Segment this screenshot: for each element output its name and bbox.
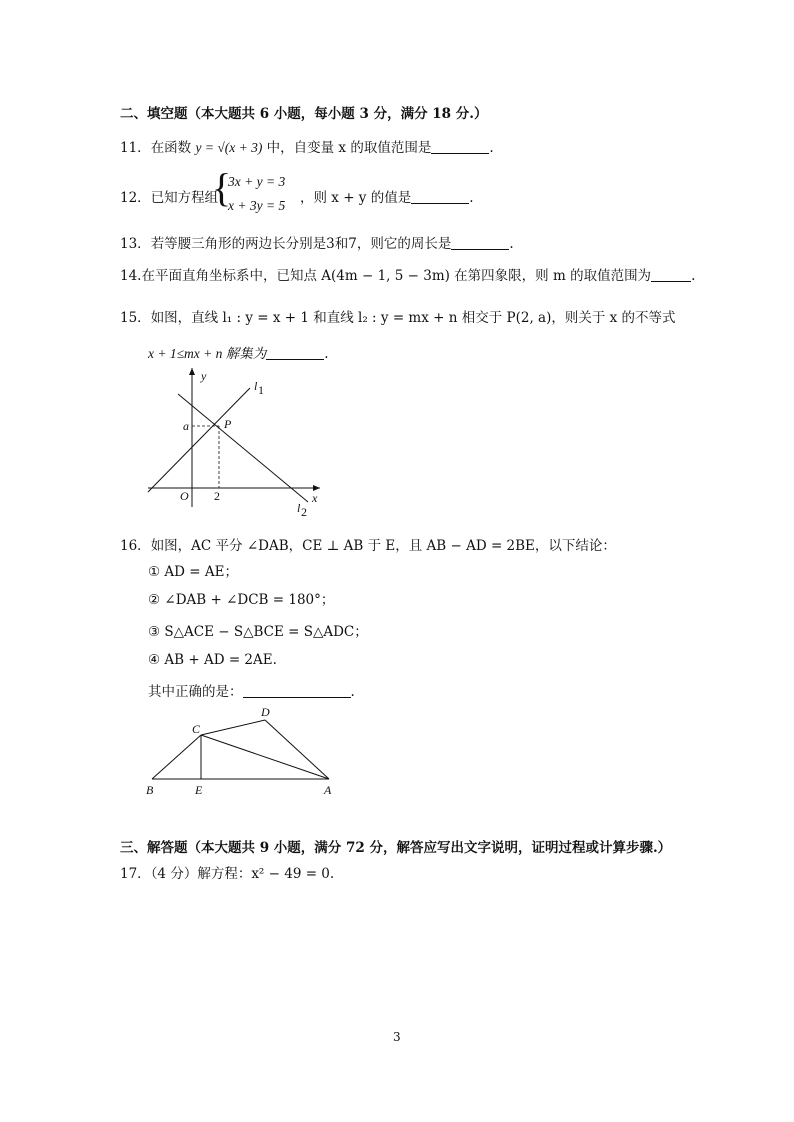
question-16-ask bbox=[148, 680, 355, 700]
question-text: 在函数 bbox=[150, 140, 192, 156]
period: . bbox=[350, 684, 355, 700]
question-number: 13． bbox=[120, 236, 151, 252]
answer-blank[interactable] bbox=[651, 268, 691, 282]
origin-label: O bbox=[180, 489, 189, 503]
segment-cd bbox=[201, 720, 265, 735]
segment-ca bbox=[201, 735, 329, 779]
equation-2: x + 3y = 5 bbox=[228, 198, 286, 213]
question-text: （4 分）解方程：x² − 49 = 0. bbox=[150, 866, 335, 882]
section-title-fill-in: 二、填空题（本大题共 6 小题，每小题 3 分，满分 18 分.） bbox=[120, 106, 488, 122]
period: . bbox=[509, 236, 514, 252]
l1-label: l bbox=[254, 379, 258, 393]
question-17 bbox=[120, 862, 334, 882]
question-text: 如图，直线 l₁ : y = x + 1 和直线 l₂ : y = mx + n 相交于 P(2, a)，则关于 x 的不等式 bbox=[150, 310, 676, 326]
y-axis-arrow bbox=[189, 368, 195, 375]
question-16-stem bbox=[120, 534, 616, 554]
answer-blank[interactable] bbox=[243, 684, 351, 698]
vertex-d-label: D bbox=[261, 705, 270, 719]
point-p-label: P bbox=[224, 417, 232, 431]
tick-2-label: 2 bbox=[214, 489, 220, 503]
page-number: 3 bbox=[393, 1030, 401, 1044]
conclusion-3: ③ S△ACE − S△BCE = S△ADC； bbox=[148, 624, 368, 640]
question-text: 若等腰三角形的两边长分别是3和7，则它的周长是 bbox=[150, 236, 452, 252]
period: . bbox=[489, 140, 494, 156]
question-number: 11． bbox=[120, 140, 151, 156]
line-l2 bbox=[178, 394, 308, 502]
question-number: 12． bbox=[120, 190, 151, 206]
question-number: 14. bbox=[120, 268, 142, 284]
l2-label: l bbox=[297, 501, 301, 515]
answer-blank[interactable] bbox=[431, 140, 489, 154]
question-15-line2 bbox=[148, 342, 329, 362]
conclusion-4: ④ AB + AD = 2AE. bbox=[148, 652, 277, 668]
vertex-c-label: C bbox=[192, 722, 201, 736]
question-text: 在平面直角坐标系中，已知点 A(4m − 1, 5 − 3m) 在第四象限，则 m 的取值范围为 bbox=[141, 268, 652, 284]
question-text: 其中正确的是： bbox=[148, 684, 243, 700]
question-12-tail bbox=[300, 186, 474, 206]
l2-subscript: 2 bbox=[301, 505, 307, 519]
question-text: 如图，AC 平分 ∠DAB，CE ⊥ AB 于 E，且 AB − AD = 2BE，以下结论： bbox=[150, 538, 616, 554]
answer-blank[interactable] bbox=[451, 236, 509, 250]
answer-blank[interactable] bbox=[411, 190, 469, 204]
equation-1: 3x + y = 3 bbox=[228, 174, 286, 189]
question-text: 中，自变量 x 的取值范围是 bbox=[266, 140, 432, 156]
conclusion-2: ② ∠DAB + ∠DCB = 180°； bbox=[148, 592, 335, 608]
question-number: 17． bbox=[120, 866, 151, 882]
figure-16-quadrilateral bbox=[140, 702, 350, 800]
conclusion-1: ① AD = AE； bbox=[148, 564, 238, 580]
y-axis-label: y bbox=[201, 369, 207, 383]
l1-subscript: 1 bbox=[258, 383, 264, 397]
question-11 bbox=[120, 136, 494, 156]
question-15-line1 bbox=[120, 306, 676, 326]
section-title-solutions: 三、解答题（本大题共 9 小题，满分 72 分，解答应写出文字说明，证明过程或计算步骤.） bbox=[120, 840, 672, 856]
question-number: 16． bbox=[120, 538, 151, 554]
system-brace: { bbox=[212, 165, 232, 210]
vertex-e-label: E bbox=[195, 783, 203, 797]
question-12-number-text bbox=[120, 186, 218, 206]
answer-blank[interactable] bbox=[266, 346, 324, 360]
segment-da bbox=[265, 720, 329, 779]
question-13 bbox=[120, 232, 514, 252]
inequality: x + 1≤mx + n 解集为 bbox=[148, 346, 267, 361]
period: . bbox=[691, 268, 696, 284]
question-14 bbox=[120, 264, 695, 284]
a-label: a bbox=[183, 419, 189, 433]
vertex-a-label: A bbox=[324, 783, 332, 797]
segment-bc bbox=[152, 735, 201, 779]
question-text: 已知方程组 bbox=[150, 190, 219, 206]
function-formula: y = √(x + 3) bbox=[195, 140, 263, 155]
vertex-b-label: B bbox=[146, 783, 154, 797]
period: . bbox=[469, 190, 474, 206]
line-l1 bbox=[148, 388, 250, 492]
question-number: 15． bbox=[120, 310, 151, 326]
period: . bbox=[324, 346, 329, 362]
x-axis-label: x bbox=[312, 491, 318, 505]
question-text: ，则 x + y 的值是 bbox=[300, 190, 412, 206]
figure-15-graph bbox=[140, 362, 340, 522]
